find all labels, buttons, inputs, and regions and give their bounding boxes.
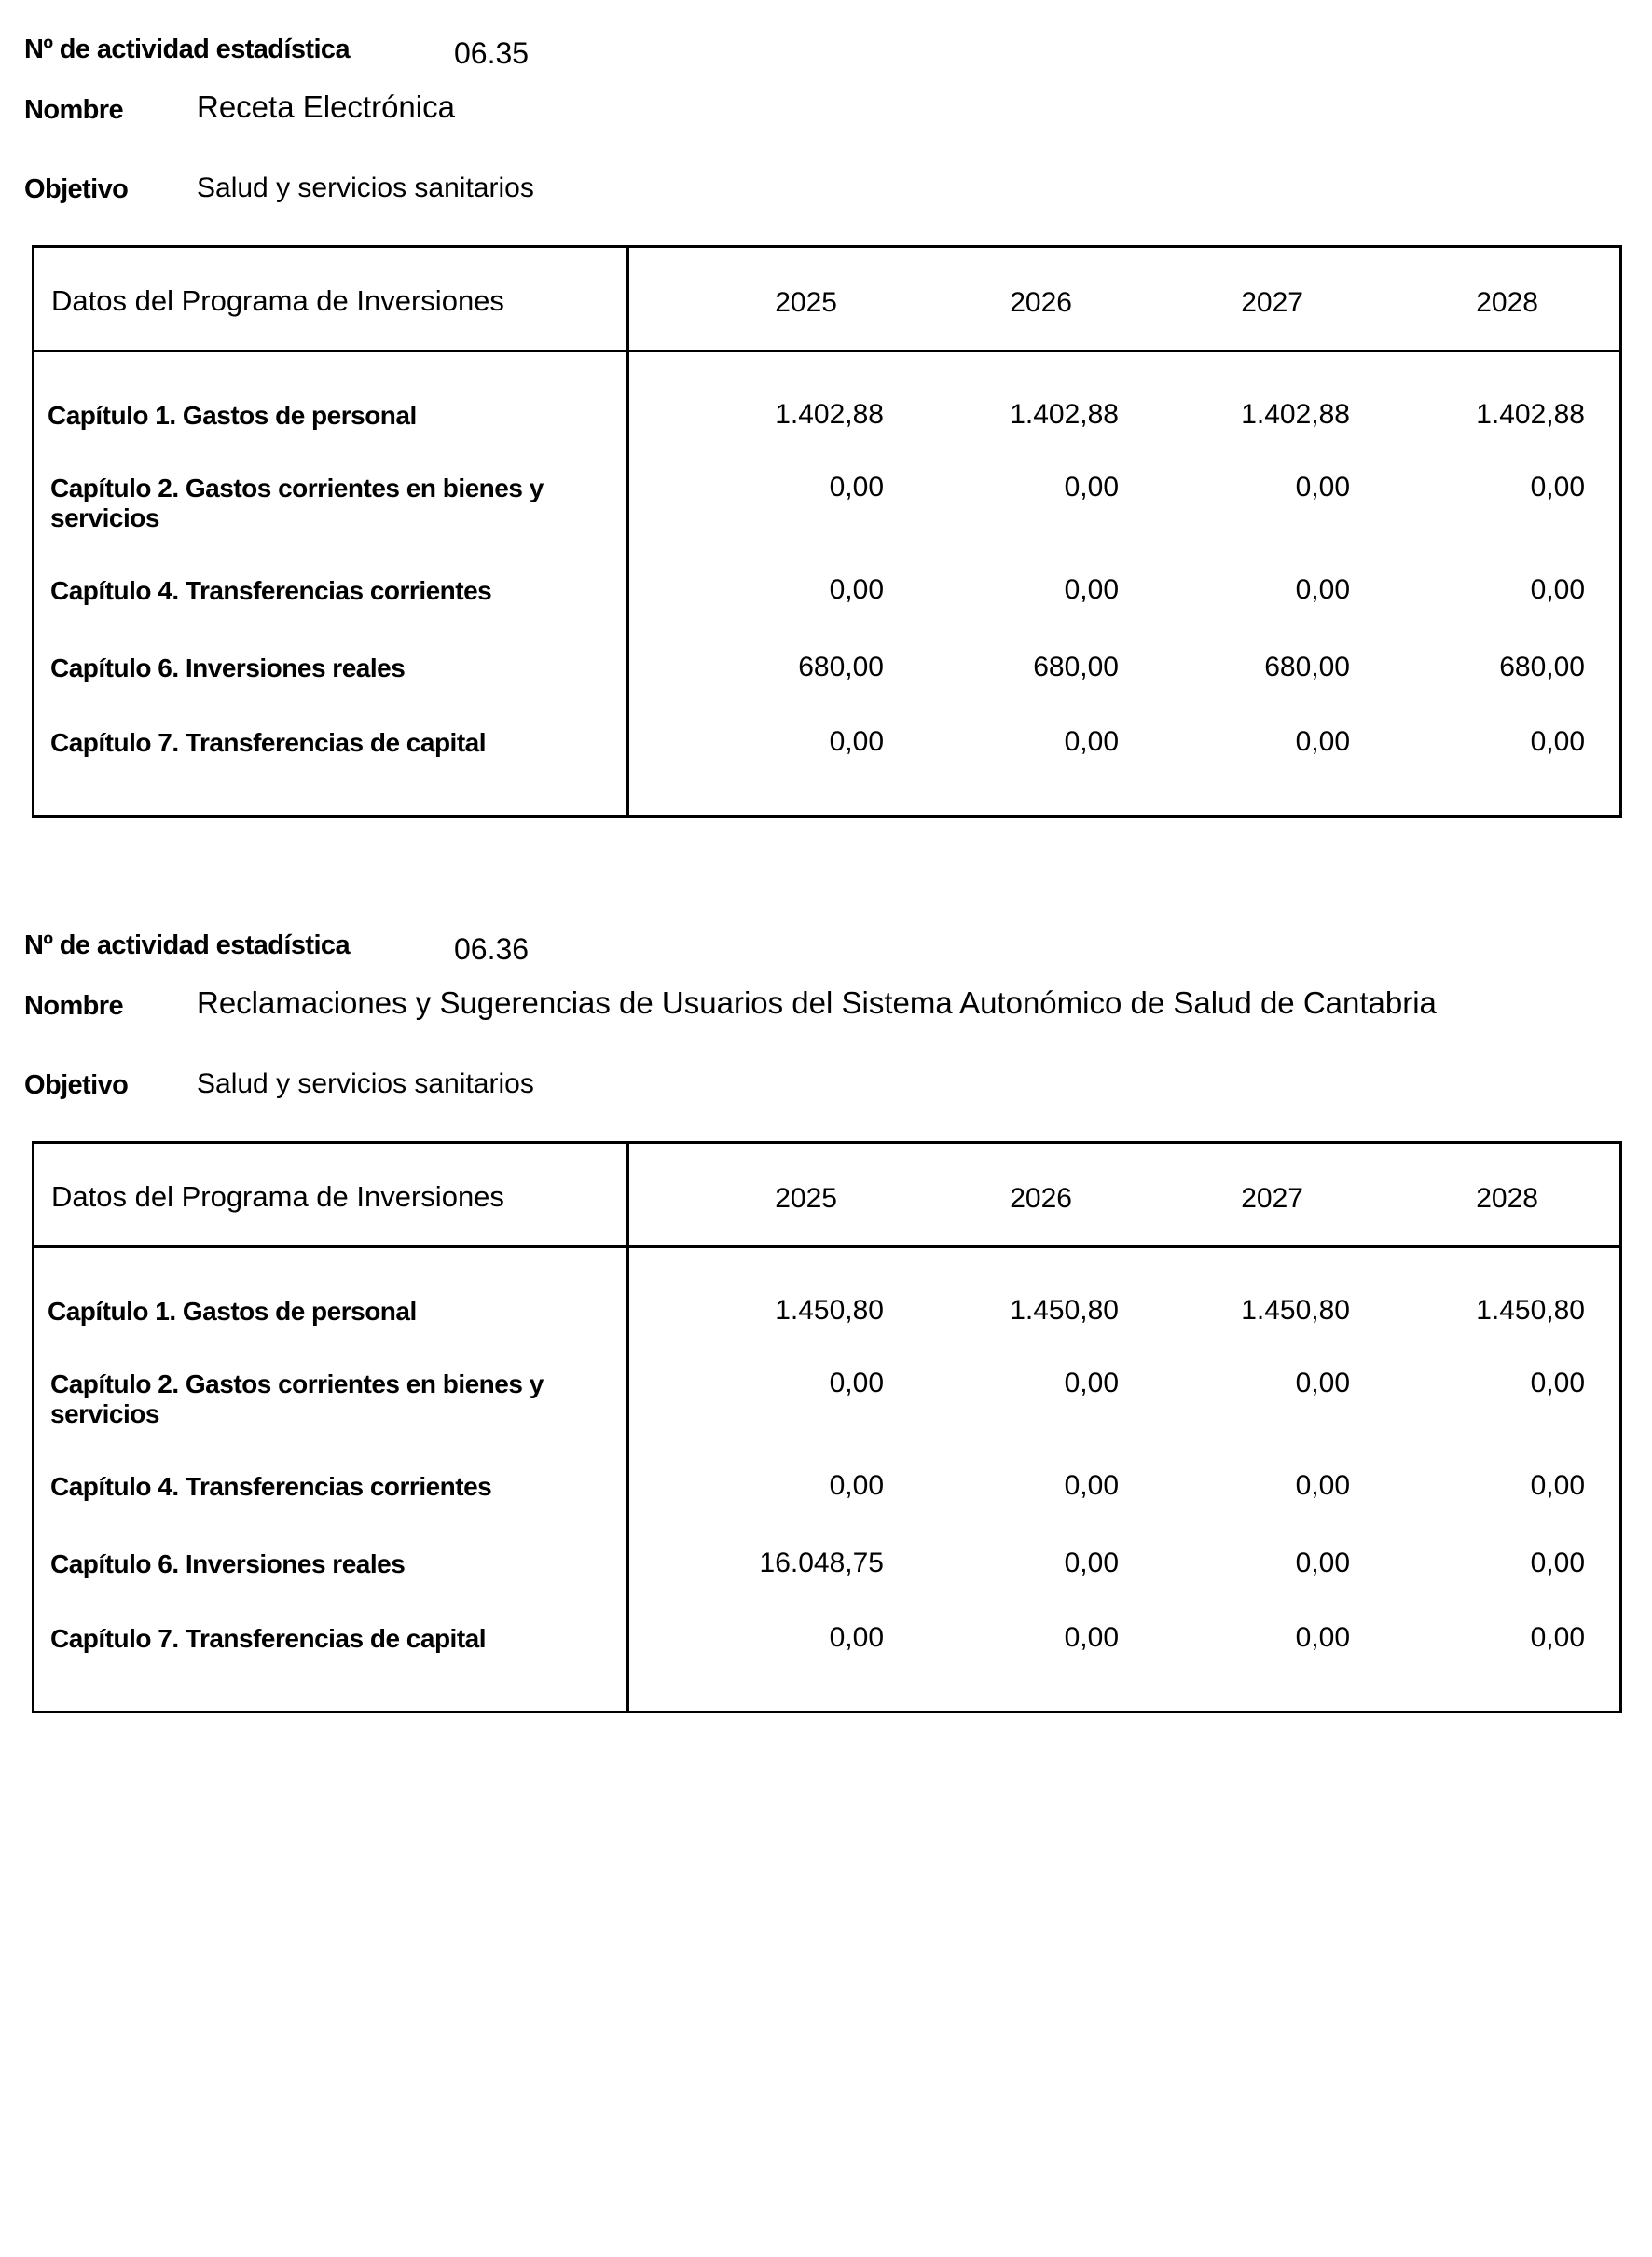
name-label: Nombre	[24, 991, 123, 1021]
objective-label: Objetivo	[24, 1070, 129, 1100]
row-label-chapter-4: Capítulo 4. Transferencias corrientes	[50, 576, 492, 605]
table-cell: 0,00	[1064, 472, 1119, 502]
table-header-title: Datos del Programa de Inversiones	[51, 1180, 504, 1213]
table-header-divider	[32, 350, 1622, 352]
table-header-divider	[32, 1245, 1622, 1248]
table-cell: 680,00	[1499, 652, 1585, 682]
table-cell: 1.450,80	[1241, 1295, 1350, 1326]
year-header-2027: 2027	[1241, 1183, 1303, 1214]
activity-number-label: Nº de actividad estadística	[24, 34, 350, 64]
year-header-2025: 2025	[775, 287, 837, 318]
year-header-2026: 2026	[1010, 287, 1072, 318]
table-cell: 0,00	[829, 472, 884, 502]
table-cell: 1.402,88	[1010, 399, 1119, 430]
year-header-2026: 2026	[1010, 1183, 1072, 1214]
table-cell: 0,00	[1295, 1470, 1350, 1501]
table-cell: 0,00	[1530, 1368, 1585, 1398]
activity-section	[0, 0, 1652, 839]
year-header-2027: 2027	[1241, 287, 1303, 318]
row-label-chapter-1: Capítulo 1. Gastos de personal	[48, 401, 417, 430]
row-label-chapter-7: Capítulo 7. Transferencias de capital	[50, 728, 487, 757]
table-header-title: Datos del Programa de Inversiones	[51, 284, 504, 317]
table-cell: 1.402,88	[1476, 399, 1585, 430]
row-label-chapter-2: Capítulo 2. Gastos corrientes en bienes y servicios	[50, 1369, 544, 1428]
row-label-chapter-1: Capítulo 1. Gastos de personal	[48, 1297, 417, 1326]
activity-number-value: 06.36	[454, 932, 530, 966]
row-label-chapter-6: Capítulo 6. Inversiones reales	[50, 1549, 406, 1578]
table-cell: 0,00	[1064, 1622, 1119, 1653]
name-value: Reclamaciones y Sugerencias de Usuarios del Sistema Autonómico de Salud de Cantabria	[197, 985, 1437, 1020]
table-cell: 0,00	[1295, 1368, 1350, 1398]
table-cell: 1.450,80	[1010, 1295, 1119, 1326]
table-cell: 0,00	[1064, 1548, 1119, 1578]
table-cell: 0,00	[1530, 726, 1585, 757]
table-cell: 16.048,75	[759, 1548, 884, 1578]
table-cell: 0,00	[1064, 574, 1119, 605]
table-cell: 0,00	[1530, 1622, 1585, 1653]
table-cell: 0,00	[1295, 1622, 1350, 1653]
name-label: Nombre	[24, 95, 123, 125]
table-cell: 0,00	[1064, 1368, 1119, 1398]
objective-label: Objetivo	[24, 174, 129, 204]
table-cell: 680,00	[1033, 652, 1119, 682]
table-cell: 0,00	[1064, 1470, 1119, 1501]
table-column-divider	[626, 245, 629, 818]
table-cell: 1.402,88	[1241, 399, 1350, 430]
activity-section	[0, 896, 1652, 1735]
year-header-2028: 2028	[1476, 1183, 1538, 1214]
row-label-chapter-7: Capítulo 7. Transferencias de capital	[50, 1624, 487, 1653]
table-cell: 0,00	[1064, 726, 1119, 757]
table-cell: 0,00	[1530, 472, 1585, 502]
table-cell: 1.450,80	[775, 1295, 884, 1326]
activity-number-label: Nº de actividad estadística	[24, 930, 350, 960]
table-cell: 680,00	[798, 652, 884, 682]
row-label-chapter-6: Capítulo 6. Inversiones reales	[50, 654, 406, 682]
table-cell: 1.402,88	[775, 399, 884, 430]
row-label-chapter-2: Capítulo 2. Gastos corrientes en bienes y servicios	[50, 474, 544, 532]
table-cell: 0,00	[1295, 1548, 1350, 1578]
table-cell: 0,00	[1295, 472, 1350, 502]
year-header-2028: 2028	[1476, 287, 1538, 318]
activity-number-value: 06.35	[454, 36, 530, 70]
table-cell: 0,00	[1530, 1470, 1585, 1501]
objective-value: Salud y servicios sanitarios	[197, 172, 534, 203]
name-value: Receta Electrónica	[197, 89, 455, 124]
year-header-2025: 2025	[775, 1183, 837, 1214]
table-cell: 0,00	[829, 1368, 884, 1398]
table-cell: 0,00	[829, 574, 884, 605]
table-cell: 0,00	[829, 1622, 884, 1653]
table-cell: 0,00	[1295, 574, 1350, 605]
table-cell: 0,00	[829, 726, 884, 757]
table-cell: 680,00	[1264, 652, 1350, 682]
row-label-chapter-4: Capítulo 4. Transferencias corrientes	[50, 1472, 492, 1501]
table-cell: 1.450,80	[1476, 1295, 1585, 1326]
table-cell: 0,00	[829, 1470, 884, 1501]
table-cell: 0,00	[1530, 1548, 1585, 1578]
objective-value: Salud y servicios sanitarios	[197, 1068, 534, 1099]
table-cell: 0,00	[1530, 574, 1585, 605]
table-column-divider	[626, 1141, 629, 1713]
table-cell: 0,00	[1295, 726, 1350, 757]
